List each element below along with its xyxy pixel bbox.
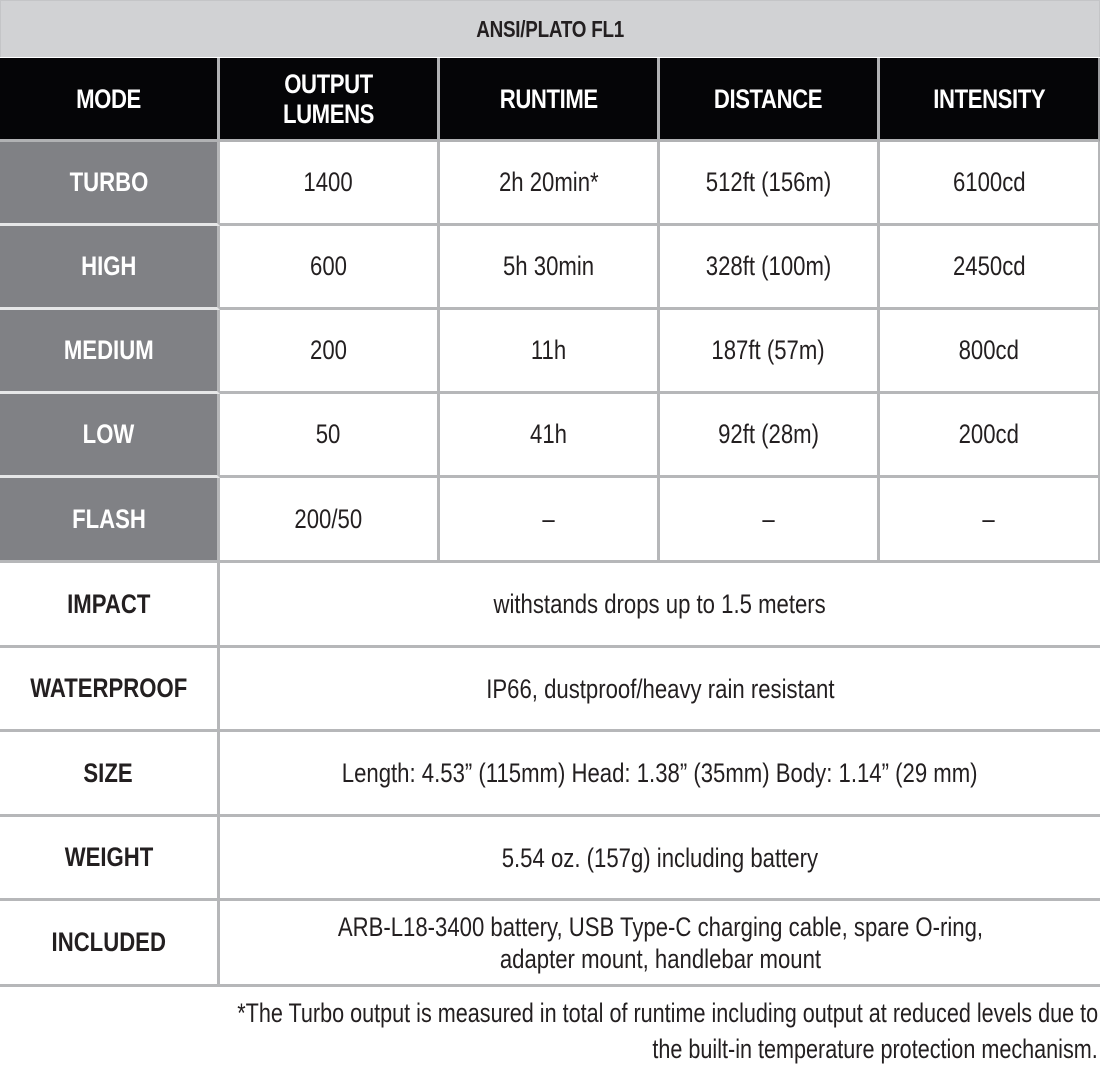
spec-row-impact — [0, 563, 1100, 648]
header-output-lumens — [220, 58, 440, 142]
spec-value — [220, 563, 1100, 648]
distance-cell — [660, 478, 880, 563]
distance-value: 512ft (156m) — [705, 167, 832, 197]
intensity-value: 200cd — [958, 419, 1020, 449]
spec-value-text: 5.54 oz. (157g) including battery — [501, 842, 819, 873]
distance-value: 187ft (57m) — [711, 335, 826, 365]
spec-row-size — [0, 732, 1100, 817]
lumens-value: 50 — [316, 419, 341, 449]
spec-label — [0, 648, 220, 732]
distance-value: 92ft (28m) — [718, 419, 819, 449]
table-row-flash — [0, 478, 1100, 563]
runtime-cell — [440, 310, 660, 394]
header-row — [0, 58, 1100, 142]
distance-value: 328ft (100m) — [705, 251, 832, 281]
header-output-lumens-text — [283, 69, 374, 129]
header-intensity-text: INTENSITY — [933, 83, 1045, 114]
spec-value-text: IP66, dustproof/heavy rain resistant — [485, 673, 835, 704]
spec-label — [0, 563, 220, 648]
mode-cell — [0, 310, 220, 394]
mode-cell — [0, 394, 220, 478]
mode-cell — [0, 478, 220, 563]
header-mode — [0, 58, 220, 142]
dash-value: – — [762, 503, 775, 534]
footnote-line2: the built-in temperature protection mechanism. — [652, 1034, 1098, 1064]
table-title-text: ANSI/PLATO FL1 — [476, 15, 624, 42]
lumens-value: 200 — [310, 335, 347, 365]
lumens-cell — [220, 478, 440, 563]
footnote-line1: *The Turbo output is measured in total of runtime including output at reduced levels due to — [237, 998, 1098, 1028]
mode-label: FLASH — [71, 503, 146, 534]
lumens-value: 600 — [310, 251, 347, 281]
intensity-cell — [880, 394, 1100, 478]
mode-cell — [0, 226, 220, 310]
mode-label: MEDIUM — [63, 335, 154, 365]
spec-value-text: withstands drops up to 1.5 meters — [493, 589, 827, 619]
distance-cell — [660, 310, 880, 394]
intensity-value: 800cd — [958, 335, 1020, 365]
lumens-cell — [220, 226, 440, 310]
runtime-value: 2h 20min* — [498, 167, 599, 197]
included-line1: ARB-L18-3400 battery, USB Type-C charging cable, spare O-ring, — [337, 911, 983, 942]
spec-row-waterproof — [0, 648, 1100, 732]
header-mode-text: MODE — [76, 83, 141, 114]
spec-label — [0, 732, 220, 817]
header-distance — [660, 58, 880, 142]
spec-label — [0, 901, 220, 987]
runtime-cell — [440, 394, 660, 478]
spec-value-text: Length: 4.53” (115mm) Head: 1.38” (35mm) Body: 1.14” (29 mm) — [342, 758, 978, 788]
spec-label-text: IMPACT — [66, 588, 151, 619]
table-row-medium — [0, 310, 1100, 394]
distance-cell — [660, 142, 880, 226]
spec-label-text: SIZE — [83, 757, 134, 788]
spec-value — [220, 817, 1100, 901]
table-row-turbo — [0, 142, 1100, 226]
spec-value — [220, 732, 1100, 817]
mode-label: TURBO — [69, 167, 148, 197]
distance-cell — [660, 226, 880, 310]
spec-value-text — [337, 911, 982, 975]
runtime-value: 5h 30min — [502, 251, 595, 281]
spec-value — [220, 648, 1100, 732]
spec-value — [220, 901, 1100, 987]
runtime-value: 11h — [530, 335, 567, 365]
header-distance-text: DISTANCE — [714, 83, 823, 114]
table-row-low — [0, 394, 1100, 478]
mode-cell — [0, 142, 220, 226]
runtime-cell — [440, 142, 660, 226]
runtime-cell — [440, 226, 660, 310]
intensity-cell — [880, 310, 1100, 394]
spec-label — [0, 817, 220, 901]
footnote — [2, 995, 1098, 1067]
lumens-value: 1400 — [303, 167, 354, 197]
dash-value: – — [542, 503, 555, 534]
mode-label: LOW — [82, 419, 135, 449]
header-runtime — [440, 58, 660, 142]
included-line2: adapter mount, handlebar mount — [499, 943, 821, 974]
intensity-cell — [880, 478, 1100, 563]
intensity-value: 6100cd — [952, 167, 1026, 197]
intensity-cell — [880, 226, 1100, 310]
runtime-value: 41h — [530, 419, 567, 449]
lumens-cell — [220, 142, 440, 226]
header-runtime-text: RUNTIME — [499, 83, 598, 114]
spec-row-weight — [0, 817, 1100, 901]
spec-label-text: WEIGHT — [64, 842, 153, 872]
table-row-high — [0, 226, 1100, 310]
spec-row-included — [0, 901, 1100, 987]
header-output-line1: OUTPUT — [284, 68, 373, 99]
mode-label: HIGH — [80, 251, 137, 281]
lumens-cell — [220, 310, 440, 394]
table-title — [0, 0, 1100, 57]
distance-cell — [660, 394, 880, 478]
lumens-value: 200/50 — [294, 503, 363, 534]
dash-value: – — [982, 503, 996, 534]
intensity-value: 2450cd — [952, 251, 1026, 281]
runtime-cell — [440, 478, 660, 563]
header-intensity — [880, 58, 1100, 142]
lumens-cell — [220, 394, 440, 478]
intensity-cell — [880, 142, 1100, 226]
spec-label-text: WATERPROOF — [29, 673, 188, 703]
header-output-line2: LUMENS — [282, 98, 375, 129]
spec-label-text: INCLUDED — [51, 927, 166, 957]
